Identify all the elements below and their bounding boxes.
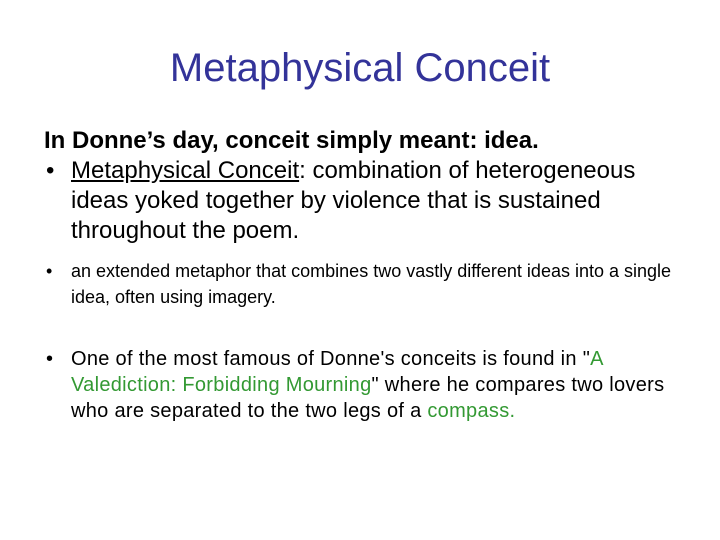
compass-link[interactable]: compass. xyxy=(427,400,516,422)
slide-title: Metaphysical Conceit xyxy=(169,46,551,90)
bullet-dot: • xyxy=(46,261,53,281)
slide-body xyxy=(44,126,694,424)
intro-heading: In Donne’s day, conceit simply meant: idea. xyxy=(44,127,539,154)
bullet-dot: • xyxy=(46,348,54,370)
term-metaphysical-conceit: Metaphysical Conceit xyxy=(71,157,300,184)
bullet-famous-conceit xyxy=(44,346,694,424)
bullet-extended-metaphor xyxy=(44,258,694,310)
definition-text: : combination of heterogeneous ideas yoked together by violence that is sustained throughout the poem. xyxy=(71,157,636,244)
famous-conceit-text-2: " where he compares two lovers who are separated to the two legs of a xyxy=(71,374,665,422)
bullet-metaphysical-conceit xyxy=(44,156,694,246)
poem-title-link[interactable]: A Valediction: Forbidding Mourning xyxy=(71,348,603,396)
extended-metaphor-text: an extended metaphor that combines two vastly different ideas into a single idea, often using imagery. xyxy=(71,261,672,307)
bullet-dot: • xyxy=(46,157,55,184)
famous-conceit-text-1: One of the most famous of Donne's conceits is found in " xyxy=(71,348,591,370)
